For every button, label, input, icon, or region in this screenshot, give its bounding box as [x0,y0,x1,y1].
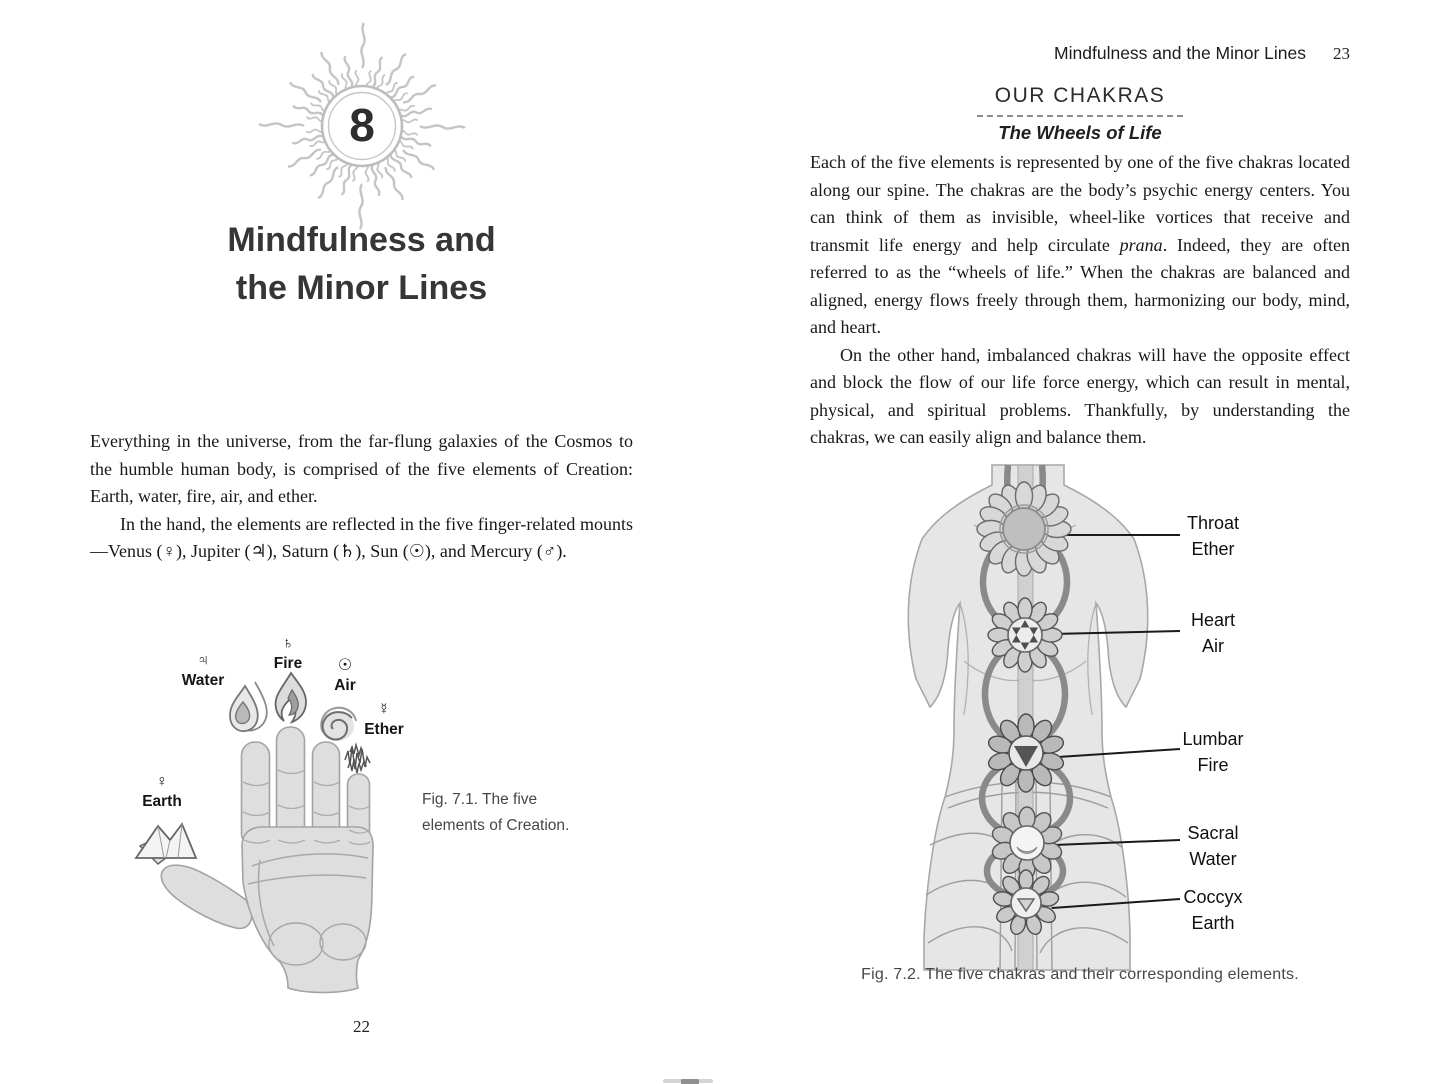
air-swirl-icon [320,708,356,741]
left-paragraph-2: In the hand, the elements are reflected in the five finger-related mounts—Venus (♀), Jupiter (♃), Saturn (♄), Sun (☉), and Mercury (♂). [90,513,633,561]
section-heading [810,84,1350,144]
left-page-body [90,428,633,566]
running-head-title: Mindfulness and the Minor Lines [1054,43,1306,63]
chakra-label-sacral [1176,820,1250,872]
element-name: Ether [364,721,404,738]
mercury-symbol-icon: ☿ [378,701,390,718]
element-name: Water [181,672,225,689]
figure-7-2-caption: Fig. 7.2. The five chakras and their corresponding elements. [861,966,1299,983]
chakra-location: Coccyx [1183,887,1243,907]
flame-icon [276,673,306,722]
chakra-location: Lumbar [1182,729,1244,749]
saturn-symbol-icon: ♄ [282,635,294,652]
left-paragraph-1: Everything in the universe, from the far-flung galaxies of the Cosmos to the humble human body, is comprised of the five elements of Creation: Earth, water, fire, air, and ether. [90,431,633,506]
throat-chakra [977,482,1071,576]
ether-vibration-icon [345,745,370,773]
element-name: Earth [142,793,182,810]
section-title: OUR CHAKRAS [977,84,1184,117]
running-head [810,43,1350,64]
chakra-element: Earth [1191,913,1235,933]
jupiter-symbol-icon: ♃ [197,652,209,669]
chapter-title-line2: the Minor Lines [235,269,488,307]
chakra-element: Air [1202,636,1224,656]
paragraph-text: . Indeed, they are often referred to as the “wheels of life.” When the chakras are balanced and aligned, energy flows freely through them, harmonizing our body, mind, and heart. [810,234,1351,337]
element-label-earth [132,772,192,811]
section-subtitle: The Wheels of Life [998,122,1162,143]
element-name: Fire [273,655,303,672]
chakra-element: Water [1189,849,1237,869]
caption-line1: Fig. 7.1. The five [422,791,538,808]
chakra-label-throat [1176,510,1250,562]
figure-7-1-caption [422,787,612,839]
chakra-location: Heart [1190,610,1235,630]
element-label-fire [258,634,318,673]
chakra-location: Sacral [1187,823,1239,843]
right-page-number: 23 [1333,44,1350,63]
right-page-body [810,149,1350,452]
chakra-label-coccyx [1176,884,1250,936]
chapter-number: 8 [349,99,375,151]
chapter-title-line1: Mindfulness and [227,221,496,259]
caption-line2: elements of Creation. [422,817,570,834]
element-name: Air [334,677,356,694]
left-page-number: 22 [353,1017,370,1036]
chakra-label-heart [1176,607,1250,659]
earth-mountains-icon [136,824,196,864]
element-label-air [315,656,375,695]
venus-symbol-icon: ♀ [156,773,168,790]
chakra-label-lumbar [1176,726,1250,778]
element-label-ether [354,700,414,739]
italic-term: prana [1119,234,1163,255]
element-label-water [168,651,238,690]
bottom-edge-ornament-core [681,1079,699,1084]
chakra-element: Fire [1197,755,1229,775]
right-paragraph-2: On the other hand, imbalanced chakras will have the opposite effect and block the flow of our life force energy, which can result in mental, physical, and spiritual problems. Thankfully, by understanding the chakras, we can easily align and balance them. [810,344,1350,447]
hand-shape [161,727,373,993]
chapter-title [90,216,633,312]
torso-illustration [890,465,1180,970]
chakra-location: Throat [1186,513,1240,533]
right-paragraph-1 [810,149,1350,342]
paragraph-text: Each of the five elements is represented by one of the five chakras located along our spine. The chakras are the body’s psychic energy centers. You can think of them as invisible, wheel-like vortices that receive and transmit life energy and help circulate [810,152,1350,255]
sun-symbol-icon: ☉ [337,657,353,674]
chakra-element: Ether [1191,539,1235,559]
